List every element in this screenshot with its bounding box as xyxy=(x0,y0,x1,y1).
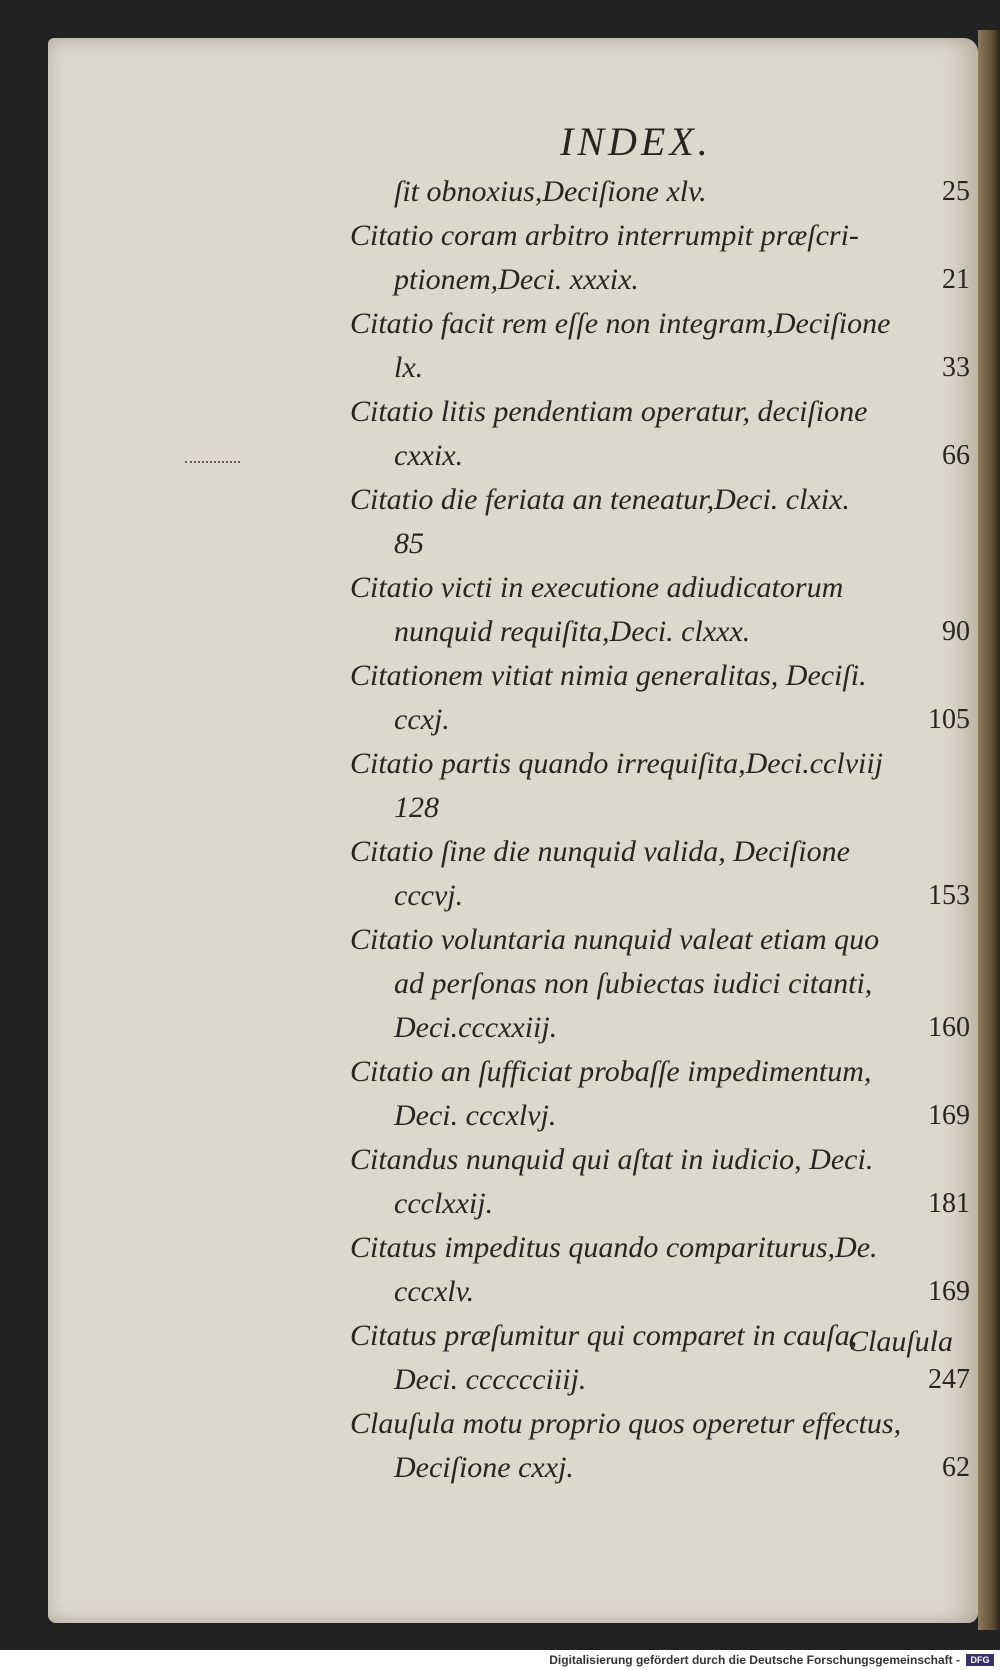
index-entry xyxy=(350,390,970,478)
index-entry xyxy=(350,1138,970,1226)
index-entry xyxy=(350,1050,970,1138)
index-entry xyxy=(350,918,970,1050)
entry-text: Deci.cccxxiij. xyxy=(394,1011,558,1044)
page-reference: 62 xyxy=(942,1452,970,1483)
entry-line xyxy=(350,1270,970,1314)
entry-text: cxxix. xyxy=(394,439,464,472)
entry-text: Citatio partis quando irrequiſita,Deci.cclviij xyxy=(350,747,884,780)
entry-text: cccxlv. xyxy=(394,1275,475,1308)
entry-text: lx. xyxy=(394,351,424,384)
entry-line xyxy=(350,1094,970,1138)
entry-line xyxy=(350,874,970,918)
page-reference: 90 xyxy=(942,616,970,647)
entry-text: ccclxxij. xyxy=(394,1187,494,1220)
page-reference: 181 xyxy=(928,1188,970,1219)
index-entry xyxy=(350,478,970,566)
entry-line xyxy=(350,390,970,434)
entry-line xyxy=(350,1226,970,1270)
page-edge xyxy=(978,30,1000,1630)
entry-line xyxy=(350,1446,970,1490)
entry-line xyxy=(350,1358,970,1402)
entry-line xyxy=(350,1006,970,1050)
entry-text: ptionem,Deci. xxxix. xyxy=(394,263,639,296)
entry-line xyxy=(350,522,970,566)
page-reference: 33 xyxy=(942,352,970,383)
entry-line xyxy=(350,1182,970,1226)
page-reference: 153 xyxy=(928,880,970,911)
page-reference: 169 xyxy=(928,1100,970,1131)
entry-text: Citatio die feriata an teneatur,Deci. clxix. xyxy=(350,483,850,516)
index-entry xyxy=(350,830,970,918)
index-entry xyxy=(350,566,970,654)
entry-line xyxy=(350,654,970,698)
page-reference: 105 xyxy=(928,704,970,735)
page-reference: 247 xyxy=(928,1364,970,1395)
page-reference: 169 xyxy=(928,1276,970,1307)
entry-text: Citatus præſumitur qui comparet in cauſa, xyxy=(350,1319,858,1352)
entry-line xyxy=(350,258,970,302)
entry-line xyxy=(350,962,970,1006)
index-entry xyxy=(350,1226,970,1314)
index-entry xyxy=(350,742,970,830)
entry-text: ad perſonas non ſubiectas iudici citanti, xyxy=(394,967,873,1000)
page-reference: 21 xyxy=(942,264,970,295)
entry-text: Clauſula motu proprio quos operetur effectus, xyxy=(350,1407,902,1440)
entry-line xyxy=(350,786,970,830)
entry-line xyxy=(350,214,970,258)
entry-text: Citationem vitiat nimia generalitas, Deciſi. xyxy=(350,659,867,692)
entry-text: Citatio ſine die nunquid valida, Deciſione xyxy=(350,835,850,868)
entry-text: Deci. cccccciiij. xyxy=(394,1363,587,1396)
index-entry xyxy=(350,1402,970,1490)
entry-line xyxy=(350,918,970,962)
entry-text: Deci. cccxlvj. xyxy=(394,1099,557,1132)
entry-line xyxy=(350,302,970,346)
entry-text: 128 xyxy=(394,791,439,824)
entry-line xyxy=(350,1050,970,1094)
entry-text: Citatus impeditus quando compariturus,De. xyxy=(350,1231,878,1264)
footer-text: Digitalisierung gefördert durch die Deutsche Forschungsgemeinschaft - xyxy=(549,1653,960,1667)
entry-text: Citatio facit rem eſſe non integram,Deciſione xyxy=(350,307,891,340)
entry-text: cccvj. xyxy=(394,879,464,912)
dfg-logo: DFG xyxy=(966,1654,994,1666)
entry-text: Citatio voluntaria nunquid valeat etiam quo xyxy=(350,923,880,956)
page-reference: 66 xyxy=(942,440,970,471)
entry-line xyxy=(350,610,970,654)
entry-line xyxy=(350,742,970,786)
entry-text: Citatio an ſufficiat probaſſe impedimentum, xyxy=(350,1055,872,1088)
entry-line xyxy=(350,830,970,874)
entry-text: 85 xyxy=(394,527,424,560)
entry-line xyxy=(350,1402,970,1446)
catchword: Clauſula xyxy=(848,1325,954,1358)
entry-text: Citatio litis pendentiam operatur, deciſione xyxy=(350,395,868,428)
entry-text: ccxj. xyxy=(394,703,450,736)
index-entries xyxy=(350,170,970,1490)
entry-line xyxy=(350,170,970,214)
entry-text: Citandus nunquid qui aſtat in iudicio, Deci. xyxy=(350,1143,874,1176)
entry-line xyxy=(350,698,970,742)
index-entry xyxy=(350,170,970,214)
entry-text: Citatio coram arbitro interrumpit præſcri- xyxy=(350,219,859,252)
index-entry xyxy=(350,654,970,742)
index-entry xyxy=(350,302,970,390)
entry-line xyxy=(350,566,970,610)
footer-credit xyxy=(0,1650,1000,1670)
entry-line xyxy=(350,346,970,390)
entry-text: Citatio victi in executione adiudicatorum xyxy=(350,571,844,604)
page-reference: 25 xyxy=(942,176,970,207)
entry-text: nunquid requiſita,Deci. clxxx. xyxy=(394,615,751,648)
entry-line xyxy=(350,478,970,522)
entry-text: Deciſione cxxj. xyxy=(394,1451,574,1484)
margin-mark xyxy=(185,455,240,463)
page-header: INDEX. xyxy=(560,119,712,164)
entry-line xyxy=(350,434,970,478)
page-reference: 160 xyxy=(928,1012,970,1043)
index-entry xyxy=(350,214,970,302)
entry-text: ſit obnoxius,Deciſione xlv. xyxy=(394,175,707,208)
entry-line xyxy=(350,1138,970,1182)
